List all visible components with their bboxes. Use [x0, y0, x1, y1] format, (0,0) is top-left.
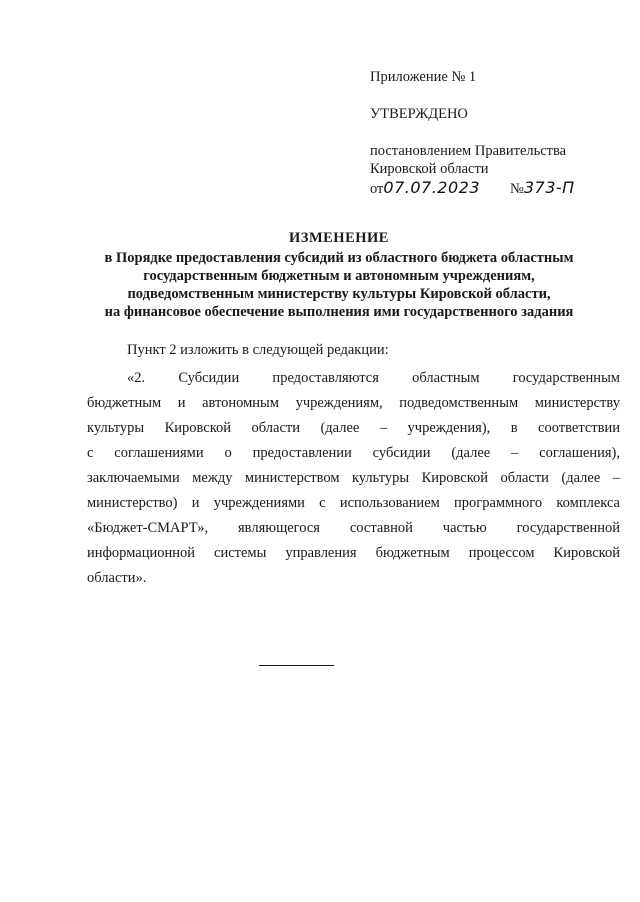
title-line: подведомственным министерству культуры Кировской области,: [127, 286, 551, 302]
paragraph-line: «Бюджет-СМАРТ», являющегося составной частью государственной: [87, 520, 620, 536]
title-line: государственным бюджетным и автономным учреждениям,: [143, 268, 535, 284]
document-title: [60, 229, 618, 321]
intro-paragraph: Пункт 2 изложить в следующей редакции:: [127, 342, 389, 358]
approved-label: УТВЕРЖДЕНО: [370, 106, 468, 122]
title-line: на финансовое обеспечение выполнения ими государственного задания: [104, 304, 574, 320]
handwritten-number: 373-П: [523, 178, 575, 197]
title-heading: ИЗМЕНЕНИЕ: [289, 230, 389, 246]
paragraph-line: информационной системы управления бюджетным процессом Кировской: [87, 545, 620, 561]
decree-line-2: Кировской области: [370, 161, 489, 177]
date-prefix: от: [370, 181, 384, 197]
paragraph-line: «2. Субсидии предоставляются областным государственным: [127, 370, 620, 386]
end-divider: [259, 665, 334, 666]
paragraph-line: заключаемыми между министерством культуры Кировской области (далее –: [87, 470, 620, 486]
paragraph-line: с соглашениями о предоставлении субсидии (далее – соглашения),: [87, 445, 620, 461]
paragraph-line: культуры Кировской области (далее – учреждения), в соответствии: [87, 420, 620, 436]
decree-line-1: постановлением Правительства: [370, 143, 567, 159]
paragraph-line: министерство) и учреждениями с использованием программного комплекса: [87, 495, 620, 511]
paragraph-line: бюджетным и автономным учреждениям, подведомственным министерству: [87, 395, 620, 411]
appendix-number: Приложение № 1: [370, 69, 477, 85]
date-number-line: [370, 179, 620, 198]
amendment-paragraph: [87, 369, 620, 594]
appendix-block: [370, 68, 620, 198]
paragraph-line: области».: [87, 570, 147, 586]
number-prefix: №: [510, 181, 524, 197]
handwritten-date: 07.07.2023: [383, 178, 481, 197]
title-line: в Порядке предоставления субсидий из областного бюджета областным: [104, 250, 574, 266]
